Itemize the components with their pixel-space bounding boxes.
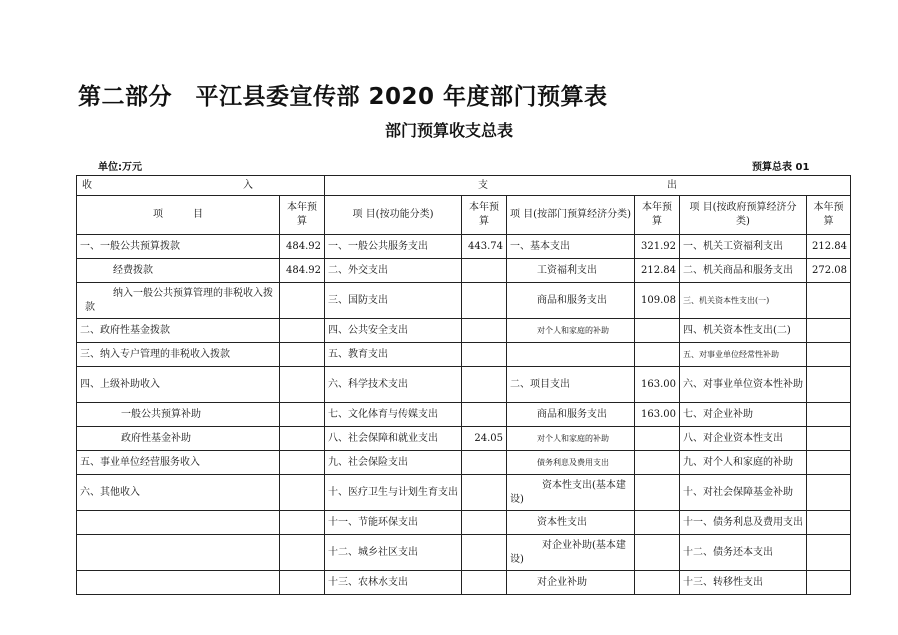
function-item: 七、文化体育与传媒支出 <box>325 403 462 427</box>
income-amount <box>280 343 325 367</box>
function-item: 十、医疗卫生与计划生育支出 <box>325 475 462 511</box>
income-amount <box>280 451 325 475</box>
function-amount <box>462 259 507 283</box>
dept-econ-item: 资本性支出 <box>507 511 635 535</box>
income-item: 六、其他收入 <box>77 475 280 511</box>
income-amount <box>280 511 325 535</box>
col-header-gov-econ: 项 目(按政府预算经济分类) <box>680 196 807 235</box>
function-item: 八、社会保障和就业支出 <box>325 427 462 451</box>
income-amount <box>280 535 325 571</box>
table-subtitle: 部门预算收支总表 <box>384 121 513 140</box>
gov-econ-amount <box>807 403 851 427</box>
gov-econ-item: 五、对事业单位经常性补助 <box>680 343 807 367</box>
function-amount <box>462 343 507 367</box>
income-group-header <box>77 176 325 196</box>
dept-econ-amount <box>635 475 680 511</box>
function-item: 十一、节能环保支出 <box>325 511 462 535</box>
function-amount <box>462 511 507 535</box>
dept-econ-item: 对个人和家庭的补助 <box>507 427 635 451</box>
unit-label: 单位:万元 <box>98 162 142 173</box>
function-amount <box>462 475 507 511</box>
function-item: 五、教育支出 <box>325 343 462 367</box>
function-item: 十二、城乡社区支出 <box>325 535 462 571</box>
header-row-group <box>77 176 851 196</box>
income-header-char-2: 入 <box>243 179 253 191</box>
gov-econ-item: 七、对企业补助 <box>680 403 807 427</box>
income-amount <box>280 319 325 343</box>
dept-econ-item: 商品和服务支出 <box>507 403 635 427</box>
function-item: 三、国防支出 <box>325 283 462 319</box>
budget-table <box>76 175 851 595</box>
income-amount: 484.92 <box>280 259 325 283</box>
gov-econ-item: 十二、债务还本支出 <box>680 535 807 571</box>
income-item: 纳入一般公共预算管理的非税收入拨款 <box>77 283 280 319</box>
income-amount <box>280 403 325 427</box>
table-row <box>77 451 851 475</box>
function-item: 二、外交支出 <box>325 259 462 283</box>
function-item: 四、公共安全支出 <box>325 319 462 343</box>
gov-econ-amount <box>807 343 851 367</box>
dept-econ-item: 资本性支出(基本建设) <box>507 475 635 511</box>
gov-econ-amount <box>807 451 851 475</box>
table-row <box>77 535 851 571</box>
table-row <box>77 319 851 343</box>
income-item: 二、政府性基金拨款 <box>77 319 280 343</box>
expense-group-header <box>325 176 851 196</box>
dept-econ-item: 对个人和家庭的补助 <box>507 319 635 343</box>
dept-econ-amount <box>635 535 680 571</box>
gov-econ-amount <box>807 511 851 535</box>
dept-econ-amount: 163.00 <box>635 367 680 403</box>
table-row <box>77 427 851 451</box>
gov-econ-amount <box>807 427 851 451</box>
function-amount <box>462 451 507 475</box>
function-amount <box>462 403 507 427</box>
gov-econ-item: 三、机关资本性支出(一) <box>680 283 807 319</box>
header-row-columns <box>77 196 851 235</box>
function-item: 十三、农林水支出 <box>325 571 462 595</box>
function-amount <box>462 535 507 571</box>
col-header-budget-2: 本年预算 <box>462 196 507 235</box>
table-code: 预算总表 01 <box>752 162 810 173</box>
dept-econ-item: 一、基本支出 <box>507 235 635 259</box>
gov-econ-item: 一、机关工资福利支出 <box>680 235 807 259</box>
gov-econ-amount <box>807 367 851 403</box>
income-item: 经费拨款 <box>77 259 280 283</box>
gov-econ-item: 四、机关资本性支出(二) <box>680 319 807 343</box>
income-amount <box>280 427 325 451</box>
table-row <box>77 403 851 427</box>
gov-econ-item: 十三、转移性支出 <box>680 571 807 595</box>
dept-econ-item <box>507 343 635 367</box>
col-header-item: 项 目 <box>77 196 280 235</box>
dept-econ-amount: 163.00 <box>635 403 680 427</box>
table-row <box>77 511 851 535</box>
col-header-function: 项 目(按功能分类) <box>325 196 462 235</box>
gov-econ-item: 八、对企业资本性支出 <box>680 427 807 451</box>
dept-econ-item: 二、项目支出 <box>507 367 635 403</box>
function-amount <box>462 283 507 319</box>
income-amount <box>280 475 325 511</box>
dept-econ-amount: 321.92 <box>635 235 680 259</box>
dept-econ-amount <box>635 319 680 343</box>
income-amount <box>280 283 325 319</box>
gov-econ-amount <box>807 475 851 511</box>
income-item: 政府性基金补助 <box>77 427 280 451</box>
income-amount <box>280 571 325 595</box>
function-amount: 24.05 <box>462 427 507 451</box>
expense-header-char-2: 出 <box>667 179 678 191</box>
function-item: 六、科学技术支出 <box>325 367 462 403</box>
function-amount <box>462 319 507 343</box>
function-amount: 443.74 <box>462 235 507 259</box>
income-amount: 484.92 <box>280 235 325 259</box>
dept-econ-amount: 109.08 <box>635 283 680 319</box>
gov-econ-item: 十、对社会保障基金补助 <box>680 475 807 511</box>
income-item <box>77 535 280 571</box>
expense-header-char-1: 支 <box>478 179 488 191</box>
gov-econ-amount <box>807 571 851 595</box>
table-row <box>77 475 851 511</box>
income-item <box>77 511 280 535</box>
table-row <box>77 235 851 259</box>
function-amount <box>462 571 507 595</box>
income-header-char-1: 收 <box>82 179 92 191</box>
col-header-dept-econ: 项 目(按部门预算经济分类) <box>507 196 635 235</box>
dept-econ-amount: 212.84 <box>635 259 680 283</box>
col-header-budget-1: 本年预算 <box>280 196 325 235</box>
dept-econ-amount <box>635 451 680 475</box>
gov-econ-item: 十一、债务利息及费用支出 <box>680 511 807 535</box>
table-row <box>77 283 851 319</box>
table-row <box>77 571 851 595</box>
gov-econ-amount <box>807 283 851 319</box>
income-item: 四、上级补助收入 <box>77 367 280 403</box>
dept-econ-item: 对企业补助(基本建设) <box>507 535 635 571</box>
income-item: 一般公共预算补助 <box>77 403 280 427</box>
income-item: 三、纳入专户管理的非税收入拨款 <box>77 343 280 367</box>
dept-econ-item: 工资福利支出 <box>507 259 635 283</box>
table-row <box>77 367 851 403</box>
table-row <box>77 343 851 367</box>
income-item <box>77 571 280 595</box>
dept-econ-amount <box>635 571 680 595</box>
gov-econ-item: 九、对个人和家庭的补助 <box>680 451 807 475</box>
gov-econ-amount: 272.08 <box>807 259 851 283</box>
dept-econ-item: 商品和服务支出 <box>507 283 635 319</box>
function-item: 九、社会保险支出 <box>325 451 462 475</box>
page-title: 第二部分 平江县委宣传部 2020 年度部门预算表 <box>78 84 608 110</box>
income-item: 五、事业单位经营服务收入 <box>77 451 280 475</box>
col-header-budget-4: 本年预算 <box>807 196 851 235</box>
gov-econ-item: 六、对事业单位资本性补助 <box>680 367 807 403</box>
dept-econ-amount <box>635 427 680 451</box>
gov-econ-amount: 212.84 <box>807 235 851 259</box>
dept-econ-amount <box>635 511 680 535</box>
col-header-budget-3: 本年预算 <box>635 196 680 235</box>
gov-econ-amount <box>807 319 851 343</box>
dept-econ-item: 债务利息及费用支出 <box>507 451 635 475</box>
gov-econ-item: 二、机关商品和服务支出 <box>680 259 807 283</box>
dept-econ-amount <box>635 343 680 367</box>
dept-econ-item: 对企业补助 <box>507 571 635 595</box>
income-amount <box>280 367 325 403</box>
income-item: 一、一般公共预算拨款 <box>77 235 280 259</box>
table-row <box>77 259 851 283</box>
gov-econ-amount <box>807 535 851 571</box>
function-item: 一、一般公共服务支出 <box>325 235 462 259</box>
function-amount <box>462 367 507 403</box>
